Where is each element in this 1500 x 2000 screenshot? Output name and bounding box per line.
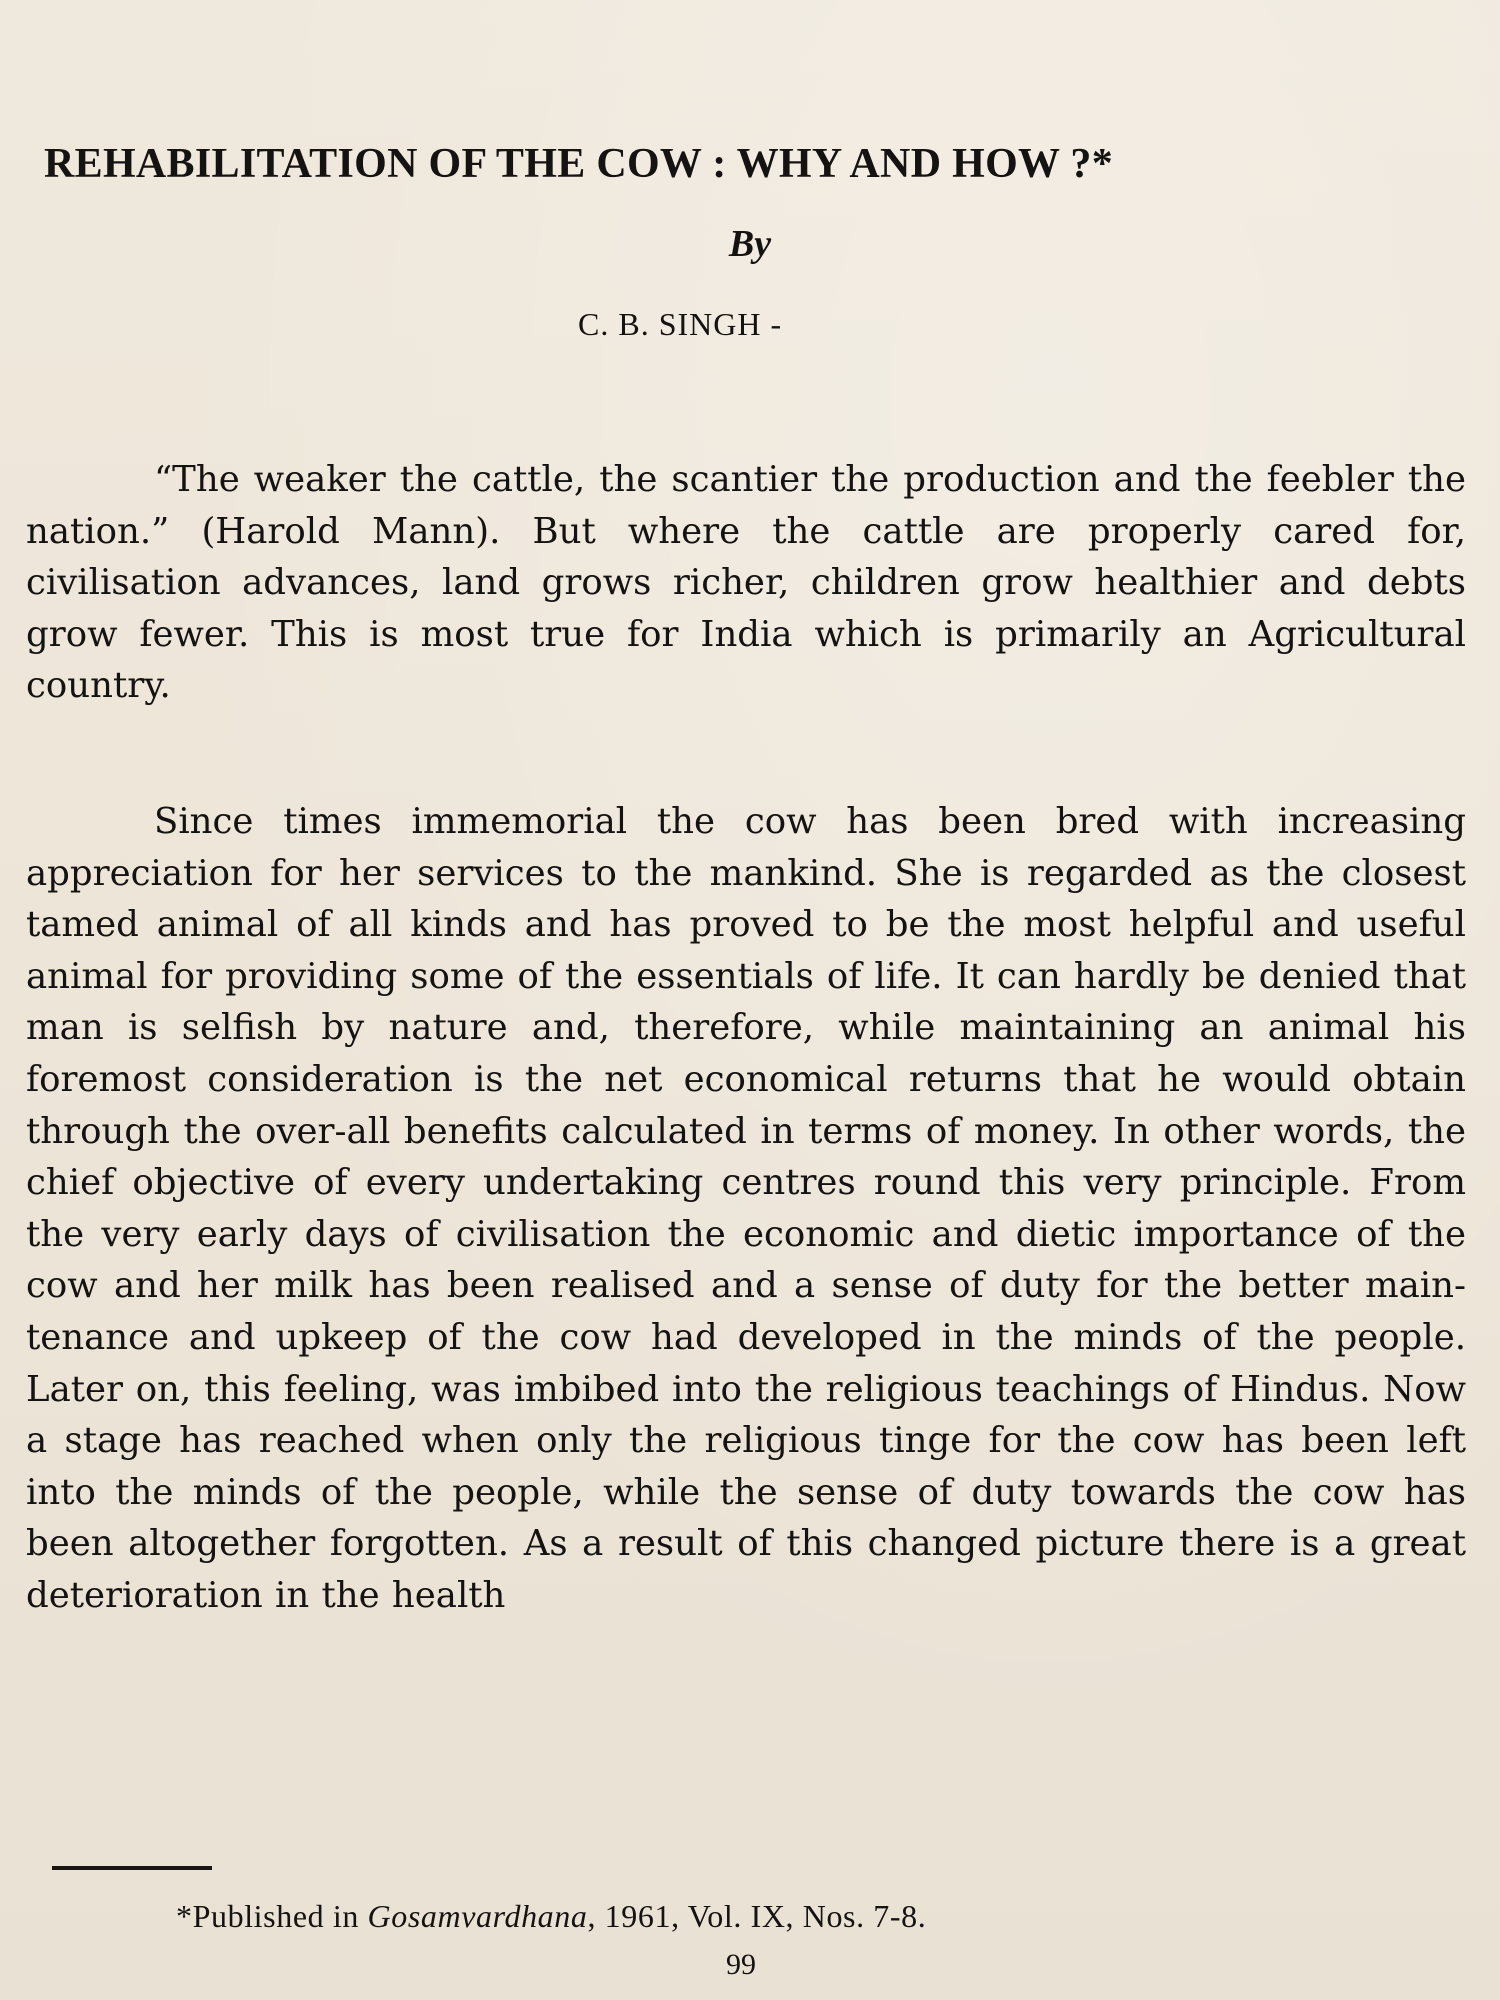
paragraph-1: “The weaker the cattle, the scantier the production and the feebler the nation.” (Harold Mann). But where the cattle are properly cared for, civilisation advances, land grows richer, children grow healthier and debts grow fewer. This is most true for India which is primarily an Agricultural country. <box>26 459 1466 707</box>
byline-by: By <box>728 223 772 265</box>
footnote-details: , 1961, Vol. IX, Nos. 7-8. <box>587 1898 927 1934</box>
footnote-divider <box>52 1866 212 1870</box>
paragraph-2: Since times immemorial the cow has been bred with increasing appreciation for her services to the mankind. She is regarded as the closest tamed animal of all kinds and has proved to be the most helpful and useful animal for providing some of the essentials of life. It can hardly be denied that man is selfish by nature and, therefore, while maintaining an animal his foremost consideration is the net economical returns that he would obtain through the over-all benefits calculated in terms of money. In other words, the chief objective of every undertaking centres round this very principle. From the very early days of civilisation the economic and dietic importance of the cow and her milk has been realised and a sense of duty for the better main-tenance and upkeep of the cow had developed in the minds of the people. Later on, this feeling, was imbibed into the religious teachings of Hindus. Now a stage has reached when only the religious tinge for the cow has been left into the minds of the people, while the sense of duty towards the cow has been altogether forgotten. As a result of this changed picture there is a great deterioration in the health <box>26 801 1466 1616</box>
footnote-journal: Gosamvardhana <box>367 1898 588 1934</box>
byline <box>0 222 1500 266</box>
article-title: REHABILITATION OF THE COW : WHY AND HOW ?* <box>44 141 1113 187</box>
page-number: 99 <box>726 1948 756 1981</box>
author-name: C. B. SINGH - <box>578 306 783 342</box>
footnote <box>176 1898 926 1935</box>
footnote-prefix: *Published in <box>176 1898 368 1934</box>
